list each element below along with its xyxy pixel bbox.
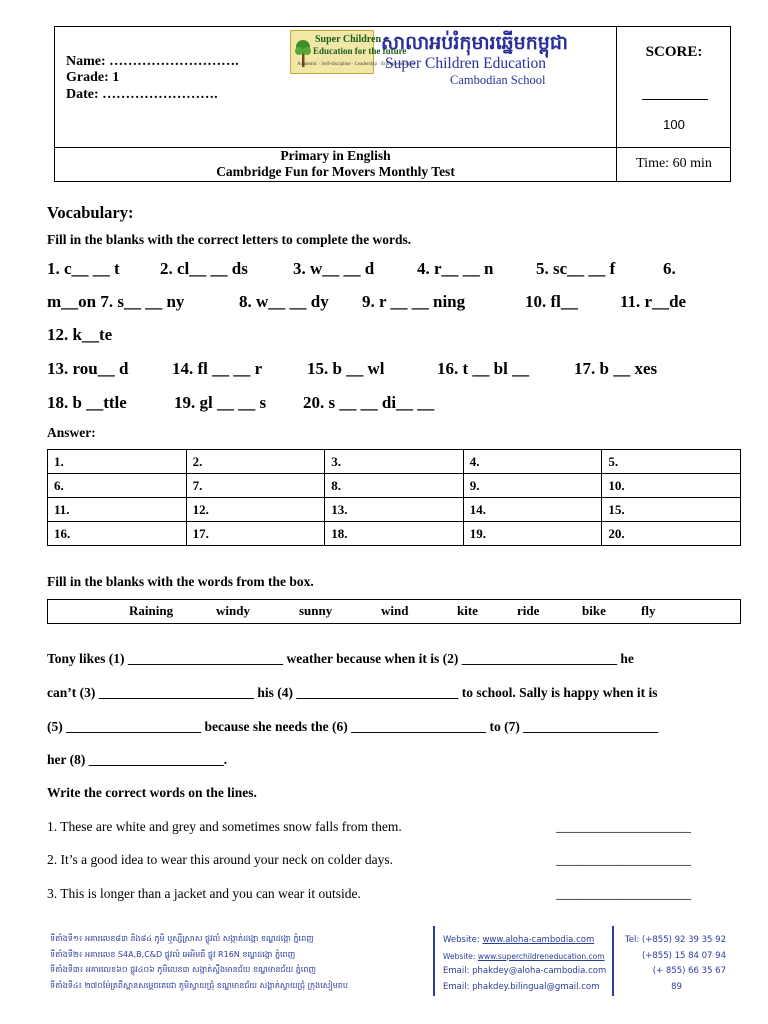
logo-tagline: Academic · Self-discipline · Leadership · Entrepreneurship (297, 62, 416, 67)
answer-cell[interactable]: 9. (463, 474, 602, 498)
vocab-item: 16. t __ bl __ (437, 359, 530, 378)
footer-contacts (443, 933, 606, 995)
word-box-item: ride (517, 603, 540, 618)
answer-cell[interactable]: 5. (602, 450, 741, 474)
word-box-item: windy (216, 603, 250, 618)
passage-line-1: Tony likes (1) _______________________ weather because when it is (2) _______________________ he (47, 651, 634, 666)
footer-divider (433, 926, 435, 996)
grade-label: Grade: 1 (66, 70, 120, 85)
word-box-item: wind (381, 603, 409, 618)
test-title (55, 148, 616, 180)
website-link[interactable]: www.aloha-cambodia.com (482, 935, 595, 945)
answer-line-1[interactable]: ____________________ (556, 819, 691, 834)
vocab-item: 20. s __ __ di__ __ (303, 393, 435, 412)
vocabulary-title: Vocabulary: (47, 203, 134, 222)
passage-line-4: her (8) ____________________. (47, 752, 228, 767)
answer-cell[interactable]: 17. (186, 522, 325, 546)
answer-cell[interactable]: 15. (602, 498, 741, 522)
vocab-item: 8. w__ __ dy (239, 292, 329, 311)
answer-line-2[interactable]: ____________________ (556, 852, 691, 867)
vocab-item: 15. b __ wl (307, 359, 385, 378)
answer-cell[interactable]: 13. (325, 498, 464, 522)
answer-cell[interactable]: 6. (48, 474, 187, 498)
vocab-item: 10. fl__ (525, 292, 578, 311)
answer-cell[interactable]: 19. (463, 522, 602, 546)
word-box-instruction: Fill in the blanks with the words from the box. (47, 574, 314, 589)
vocabulary-instruction: Fill in the blanks with the correct letters to complete the words. (47, 232, 412, 247)
write-words-instruction: Write the correct words on the lines. (47, 785, 257, 800)
vocab-item: 6. (663, 259, 676, 278)
word-box-item: fly (641, 603, 656, 618)
answer-cell[interactable]: 2. (186, 450, 325, 474)
question-3: 3. This is longer than a jacket and you can wear it outside. (47, 886, 361, 901)
vocab-item: 3. w__ __ d (293, 259, 375, 278)
school-name-khmer: សាលាអប់រំកុមារឆ្នើមកម្ពុជា (381, 32, 568, 54)
table-row (48, 474, 741, 498)
vocab-line-4 (47, 359, 658, 379)
vocab-item: 17. b __ xes (574, 359, 658, 378)
header-box (54, 26, 731, 182)
phone-number: (+ 855) 66 35 67 (652, 966, 726, 976)
vocab-line-5 (47, 393, 435, 413)
time-limit: Time: 60 min (636, 156, 712, 171)
score-total: 100 (663, 117, 685, 132)
campus-address: ទីតាំងទី១៖ អគារលេខ៨៣ និង៨៤ ភូមិ ឬស្សីស្រាស ផ្លូវលំ សង្កាត់ដង្កោ ខណ្ឌដង្កោ ភ្នំពេញ (50, 934, 314, 943)
word-box (47, 599, 741, 624)
word-box-item: kite (457, 603, 478, 618)
campus-address: ទីតាំងទី៤៖ ២៧០ម៉ែត្រពីស្ពានសម្ដេចតេជោ ភូមិស្វាយជ្រុំ ខណ្ឌមានជ័យ សង្កាត់ស្វាយជ្រុំ ក្រុងសៀមរាប (50, 980, 348, 990)
test-title-line-1: Primary in English (280, 148, 391, 163)
answer-cell[interactable]: 4. (463, 450, 602, 474)
word-box-item: Raining (129, 603, 174, 618)
table-row (48, 498, 741, 522)
test-title-line-2: Cambridge Fun for Movers Monthly Test (216, 164, 455, 179)
website-label: Website: (443, 951, 478, 961)
vocab-item: 4. r__ __ n (417, 259, 494, 278)
website-row (443, 933, 606, 949)
name-field-label: Name: ………………………. (66, 54, 239, 69)
website-link[interactable]: www.superchildreneducation.com (477, 951, 605, 961)
answer-cell[interactable]: 10. (602, 474, 741, 498)
vocab-item: m__on 7. s__ __ ny (47, 292, 185, 311)
question-1: 1. These are white and grey and sometimes snow falls from them. (47, 819, 402, 834)
answer-cell[interactable]: 20. (602, 522, 741, 546)
vocab-item: 2. cl__ __ ds (160, 259, 248, 278)
phone-number: 89 (671, 981, 682, 992)
footer-phones (620, 933, 726, 995)
word-box-item: bike (582, 603, 606, 618)
vocab-item: 5. sc__ __ f (536, 259, 616, 278)
footer-divider (612, 926, 614, 996)
answer-cell[interactable]: 3. (325, 450, 464, 474)
table-row (48, 450, 741, 474)
table-row (48, 522, 741, 546)
vocab-item: 19. gl __ __ s (174, 393, 267, 412)
vocab-line-3 (47, 325, 112, 345)
website-label: Website: (443, 935, 483, 945)
school-subtitle: Cambodian School (450, 73, 546, 87)
score-label: SCORE: (645, 44, 703, 60)
answer-cell[interactable]: 16. (48, 522, 187, 546)
school-logo (290, 30, 416, 74)
answer-cell[interactable]: 7. (186, 474, 325, 498)
answer-cell[interactable]: 11. (48, 498, 187, 522)
answer-cell[interactable]: 18. (325, 522, 464, 546)
answer-line-3[interactable]: ____________________ (556, 886, 691, 901)
vocab-item: 11. r__de (620, 292, 687, 311)
date-field-label: Date: ……………………. (66, 87, 218, 102)
campus-address: ទីតាំងទី២៖ អគារលេខ S4A,B,C&D ផ្លូវលំ អេអិមធី ផ្លូវ R16N ខណ្ឌដង្កោ ភ្នំពេញ (50, 949, 296, 959)
vocab-item: 1. c__ __ t (47, 259, 120, 278)
vocab-item: 13. rou__ d (47, 359, 129, 378)
footer-campuses (50, 931, 348, 993)
email-link[interactable]: Email: phakdey.bilingual@gmail.com (443, 981, 600, 992)
vocab-item: 9. r __ __ ning (362, 292, 466, 311)
passage-line-2: can’t (3) _______________________ his (4) ________________________ to school. Sally is happy when it is (47, 685, 658, 700)
question-2: 2. It’s a good idea to wear this around your neck on colder days. (47, 852, 394, 867)
answer-label: Answer: (47, 425, 96, 440)
answer-cell[interactable]: 8. (325, 474, 464, 498)
answer-cell[interactable]: 12. (186, 498, 325, 522)
passage-line-3: (5) ____________________ because she needs the (6) ____________________ to (7) ____________________ (47, 719, 659, 734)
answer-cell[interactable]: 14. (463, 498, 602, 522)
answer-cell[interactable]: 1. (48, 450, 187, 474)
campus-address: ទីតាំងទី៣៖ អគារលេខ៦០ ផ្លូវ៤០៦ ភូមិលេខ៣ សង្កាត់ស្ទឹងមានជ័យ ខណ្ឌមានជ័យ ភ្នំពេញ (50, 965, 317, 974)
vocab-line-2 (47, 292, 687, 312)
vocab-line-1 (47, 259, 676, 279)
email-link[interactable]: Email: phakdey@aloha-cambodia.com (443, 966, 607, 976)
phone-number: Tel: (+855) 92 39 35 92 (625, 935, 726, 945)
word-box-item: sunny (299, 603, 333, 618)
answer-grid (47, 449, 741, 546)
vocab-item: 12. k__te (47, 325, 113, 344)
website-row (443, 949, 606, 965)
vocab-item: 14. fl __ __ r (172, 359, 263, 378)
score-blank-line (642, 99, 708, 100)
logo-title: Super Children (315, 34, 382, 45)
phone-number: (+855) 15 84 07 94 (641, 950, 726, 961)
logo-subtitle: Education for the future (313, 46, 407, 56)
vocab-item: 18. b __ttle (47, 393, 127, 412)
school-name-english: Super Children Education (385, 55, 546, 72)
